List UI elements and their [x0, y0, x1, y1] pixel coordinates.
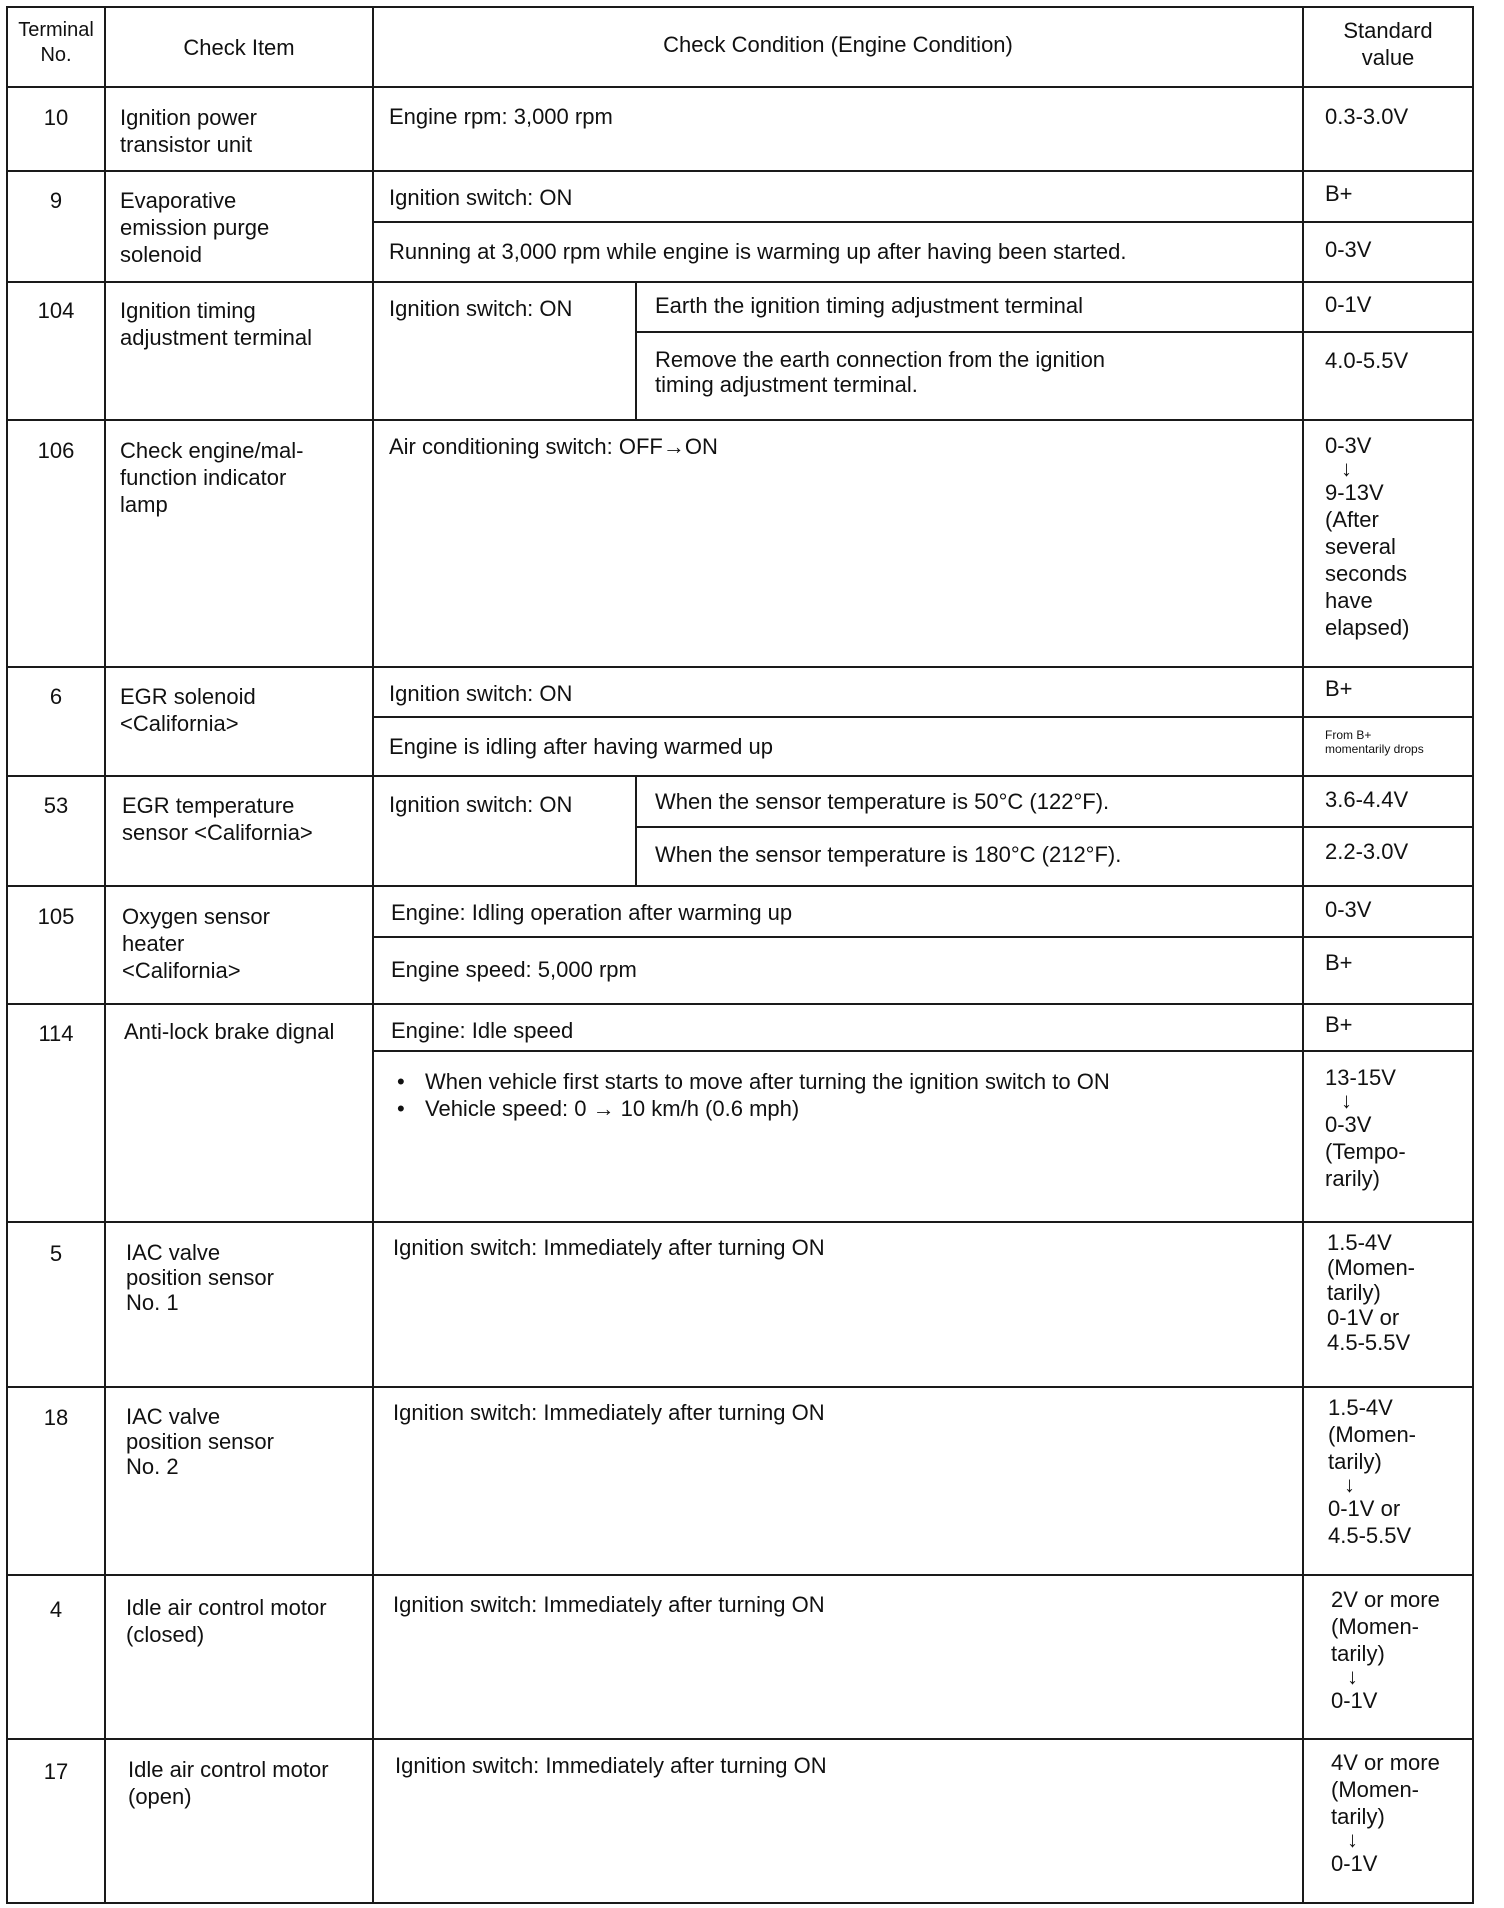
- terminal-number: 10: [43, 105, 69, 130]
- row-rule: [6, 1386, 1474, 1388]
- row-rule: [374, 1050, 1474, 1052]
- standard-value: B+: [1325, 950, 1353, 975]
- terminal-number: 104: [37, 298, 75, 323]
- check-condition: Ignition switch: Immediately after turning ON: [395, 1753, 827, 1778]
- check-condition: Running at 3,000 rpm while engine is warming up after having been started.: [389, 239, 1127, 264]
- table-border-top: [6, 6, 1474, 8]
- col-rule: [372, 6, 374, 1904]
- down-arrow-icon: ↓: [1347, 1827, 1358, 1852]
- check-item: Idle air control motor (closed): [126, 1595, 327, 1647]
- check-item: Anti-lock brake dignal: [124, 1019, 335, 1044]
- check-condition: Engine is idling after having warmed up: [389, 734, 774, 759]
- check-condition: Ignition switch: ON: [389, 185, 573, 210]
- shared-condition: Ignition switch: ON: [389, 296, 573, 321]
- header-rule: [6, 86, 1474, 88]
- shared-condition: Ignition switch: ON: [389, 792, 573, 817]
- terminal-number: 17: [43, 1759, 69, 1784]
- value-before: 13-15V: [1325, 1065, 1396, 1090]
- down-arrow-icon: ↓: [1344, 1472, 1355, 1497]
- standard-value: [1328, 1394, 1468, 1549]
- standard-value: 4.0-5.5V: [1325, 348, 1409, 373]
- value-before: 2V or more (Momen- tarily): [1331, 1587, 1440, 1666]
- header-terminal-no: Terminal No.: [18, 19, 94, 66]
- terminal-number: 5: [49, 1241, 63, 1266]
- table-border-right: [1472, 6, 1474, 1904]
- terminal-number: 4: [49, 1597, 63, 1622]
- standard-value: 3.6-4.4V: [1325, 787, 1409, 812]
- row-rule: [374, 936, 1474, 938]
- col-rule: [104, 6, 106, 1904]
- check-condition: Air conditioning switch: OFF→ON: [389, 434, 718, 459]
- down-arrow-icon: ↓: [1341, 456, 1352, 481]
- row-rule: [6, 281, 1474, 283]
- standard-value: From B+ momentarily drops: [1325, 728, 1424, 756]
- standard-value: 0-3V: [1325, 897, 1372, 922]
- terminal-number: 105: [37, 904, 75, 929]
- check-condition: Ignition switch: Immediately after turning ON: [393, 1400, 825, 1425]
- value-after: 0-1V: [1331, 1851, 1378, 1876]
- standard-value: [1325, 1064, 1465, 1192]
- check-condition: Engine: Idling operation after warming up: [391, 900, 793, 925]
- check-item: Ignition power transistor unit: [120, 105, 257, 157]
- standard-value: B+: [1325, 676, 1353, 701]
- check-condition: Ignition switch: Immediately after turning ON: [393, 1592, 825, 1617]
- header-check-item: Check Item: [183, 35, 295, 60]
- check-condition: When the sensor temperature is 180°C (212°F).: [655, 842, 1122, 867]
- standard-value: B+: [1325, 1012, 1353, 1037]
- value-before: 0-3V: [1325, 433, 1372, 458]
- check-condition: When the sensor temperature is 50°C (122°F).: [655, 789, 1110, 814]
- standard-value: 1.5-4V (Momen- tarily) 0-1V or 4.5-5.5V: [1327, 1230, 1416, 1355]
- down-arrow-icon: ↓: [1341, 1088, 1352, 1113]
- standard-value: [1325, 432, 1465, 641]
- row-rule: [6, 1574, 1474, 1576]
- value-after: 0-3V (Tempo- rarily): [1325, 1112, 1406, 1191]
- row-rule: [637, 826, 1474, 828]
- value-after: 0-1V or 4.5-5.5V: [1328, 1496, 1412, 1548]
- check-item: EGR temperature sensor <California>: [122, 793, 313, 845]
- terminal-number: 9: [49, 188, 63, 213]
- check-item: Check engine/mal- function indicator lamp: [120, 438, 304, 517]
- row-rule: [6, 1003, 1474, 1005]
- row-rule: [6, 1221, 1474, 1223]
- standard-value: 2.2-3.0V: [1325, 839, 1409, 864]
- terminal-number: 114: [38, 1021, 74, 1046]
- table-border-bottom: [6, 1902, 1474, 1904]
- row-rule: [6, 170, 1474, 172]
- col-rule: [635, 775, 637, 887]
- header-standard-value: Standard value: [1343, 18, 1433, 70]
- check-item: Idle air control motor (open): [128, 1757, 329, 1809]
- check-condition: Ignition switch: Immediately after turning ON: [393, 1235, 825, 1260]
- check-condition: Engine rpm: 3,000 rpm: [389, 104, 613, 129]
- check-item: IAC valve position sensor No. 1: [126, 1240, 274, 1315]
- terminal-number: 106: [37, 438, 75, 463]
- standard-value: [1331, 1749, 1471, 1877]
- row-rule: [637, 331, 1474, 333]
- check-condition: Engine speed: 5,000 rpm: [391, 957, 637, 982]
- check-item: EGR solenoid <California>: [120, 684, 256, 736]
- standard-value: [1331, 1586, 1471, 1714]
- bullet-list: [391, 1068, 1296, 1122]
- row-rule: [374, 716, 1474, 718]
- header-check-condition: Check Condition (Engine Condition): [663, 32, 1013, 57]
- list-item: • When vehicle first starts to move after turning the ignition switch to ON: [391, 1068, 1296, 1095]
- standard-value: 0.3-3.0V: [1325, 104, 1409, 129]
- value-before: 1.5-4V (Momen- tarily): [1328, 1395, 1417, 1474]
- list-item: • Vehicle speed: 0 → 10 km/h (0.6 mph): [391, 1095, 1296, 1122]
- row-rule: [374, 221, 1474, 223]
- check-item: IAC valve position sensor No. 2: [126, 1404, 274, 1479]
- col-rule: [1302, 6, 1304, 1904]
- terminal-number: 53: [43, 793, 69, 818]
- check-item: Ignition timing adjustment terminal: [120, 298, 312, 350]
- check-item: Oxygen sensor heater <California>: [122, 904, 270, 983]
- standard-value: B+: [1325, 181, 1353, 206]
- row-rule: [6, 666, 1474, 668]
- value-after: 0-1V: [1331, 1688, 1378, 1713]
- check-condition: Engine: Idle speed: [391, 1018, 574, 1043]
- row-rule: [6, 419, 1474, 421]
- standard-value: 0-3V: [1325, 237, 1372, 262]
- terminal-number: 6: [49, 684, 63, 709]
- row-rule: [6, 885, 1474, 887]
- row-rule: [6, 1738, 1474, 1740]
- standard-value: 0-1V: [1325, 292, 1372, 317]
- check-condition: Earth the ignition timing adjustment terminal: [655, 293, 1083, 318]
- check-item: Evaporative emission purge solenoid: [120, 188, 270, 267]
- check-condition: Remove the earth connection from the ignition timing adjustment terminal.: [655, 347, 1106, 397]
- value-before: 4V or more (Momen- tarily): [1331, 1750, 1440, 1829]
- down-arrow-icon: ↓: [1347, 1664, 1358, 1689]
- col-rule: [635, 281, 637, 421]
- row-rule: [6, 775, 1474, 777]
- check-condition: Ignition switch: ON: [389, 681, 573, 706]
- terminal-number: 18: [43, 1405, 69, 1430]
- value-after: 9-13V (After several seconds have elapsed): [1325, 480, 1410, 640]
